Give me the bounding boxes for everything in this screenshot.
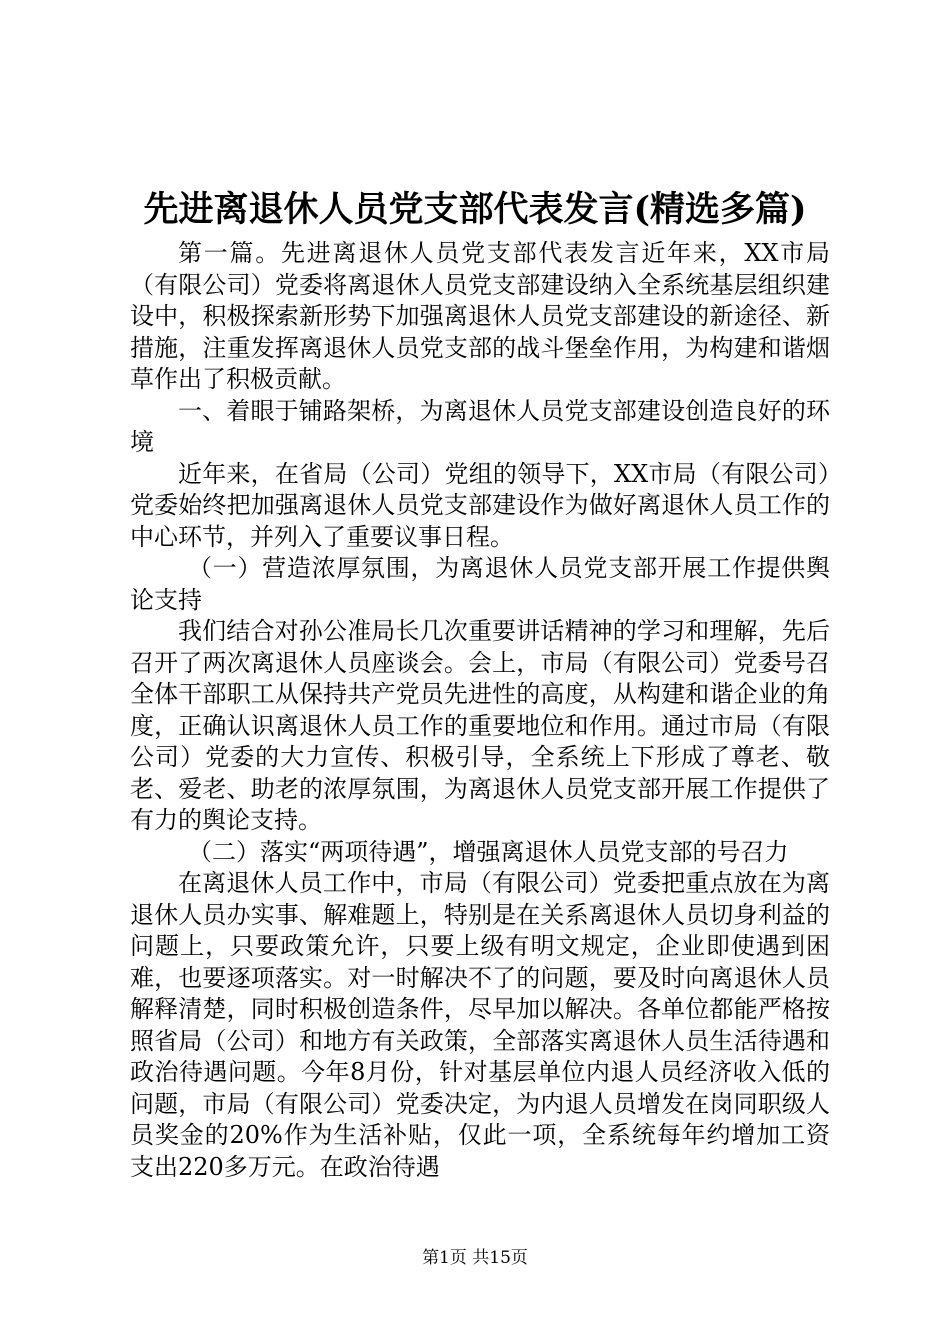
document-title: 先进离退休人员党支部代表发言(精选多篇)	[143, 189, 807, 230]
document-body	[130, 238, 830, 1183]
paragraph-intro: 第一篇。先进离退休人员党支部代表发言近年来，XX市局（有限公司）党委将离退休人员党支部建设纳入全系统基层组织建设中，积极探索新形势下加强离退休人员党支部建设的新途径、新措施，注重发挥离退休人员党支部的战斗堡垒作用，为构建和谐烟草作出了积极贡献。	[130, 239, 830, 393]
paragraph-subsection-2: 在离退休人员工作中，市局（有限公司）党委把重点放在为离退休人员办实事、解难题上，特别是在关系离退休人员切身利益的问题上，只要政策允许，只要上级有明文规定，企业即使遇到困难，也要逐项落实。对一时解决不了的问题，要及时向离退休人员解释清楚，同时积极创造条件，尽早加以解决。各单位都能严格按照省局（公司）和地方有关政策，全部落实离退休人员生活待遇和政治待遇问题。今年8月份，针对基层单位内退人员经济收入低的问题，市局（有限公司）党委决定，为内退人员增发在岗同职级人员奖金的20%作为生活补贴，仅此一项，全系统每年约增加工资支出220多万元。在政治待遇	[130, 869, 830, 1181]
subsection-heading-2: （二）落实“两项待遇”，增强离退休人员党支部的号召力	[188, 837, 789, 866]
paragraph-section-1: 近年来，在省局（公司）党组的领导下，XX市局（有限公司）党委始终把加强离退休人员党支部建设作为做好离退休人员工作的中心环节，并列入了重要议事日程。	[130, 459, 830, 551]
section-heading-1: 一、着眼于铺路架桥，为离退休人员党支部建设创造良好的环境	[130, 396, 830, 456]
paragraph-subsection-1: 我们结合对孙公准局长几次重要讲话精神的学习和理解，先后召开了两次离退休人员座谈会。会上，市局（有限公司）党委号召全体干部职工从保持共产党员先进性的高度，从构建和谐企业的角度，正确认识离退休人员工作的重要地位和作用。通过市局（有限公司）党委的大力宣传、积极引导，全系统上下形成了尊老、敬老、爱老、助老的浓厚氛围，为离退休人员党支部开展工作提供了有力的舆论支持。	[130, 617, 830, 834]
page-number-footer: 第1页 共15页	[422, 1248, 528, 1268]
subsection-heading-1: （一）营造浓厚氛围，为离退休人员党支部开展工作提供舆论支持	[130, 554, 830, 614]
